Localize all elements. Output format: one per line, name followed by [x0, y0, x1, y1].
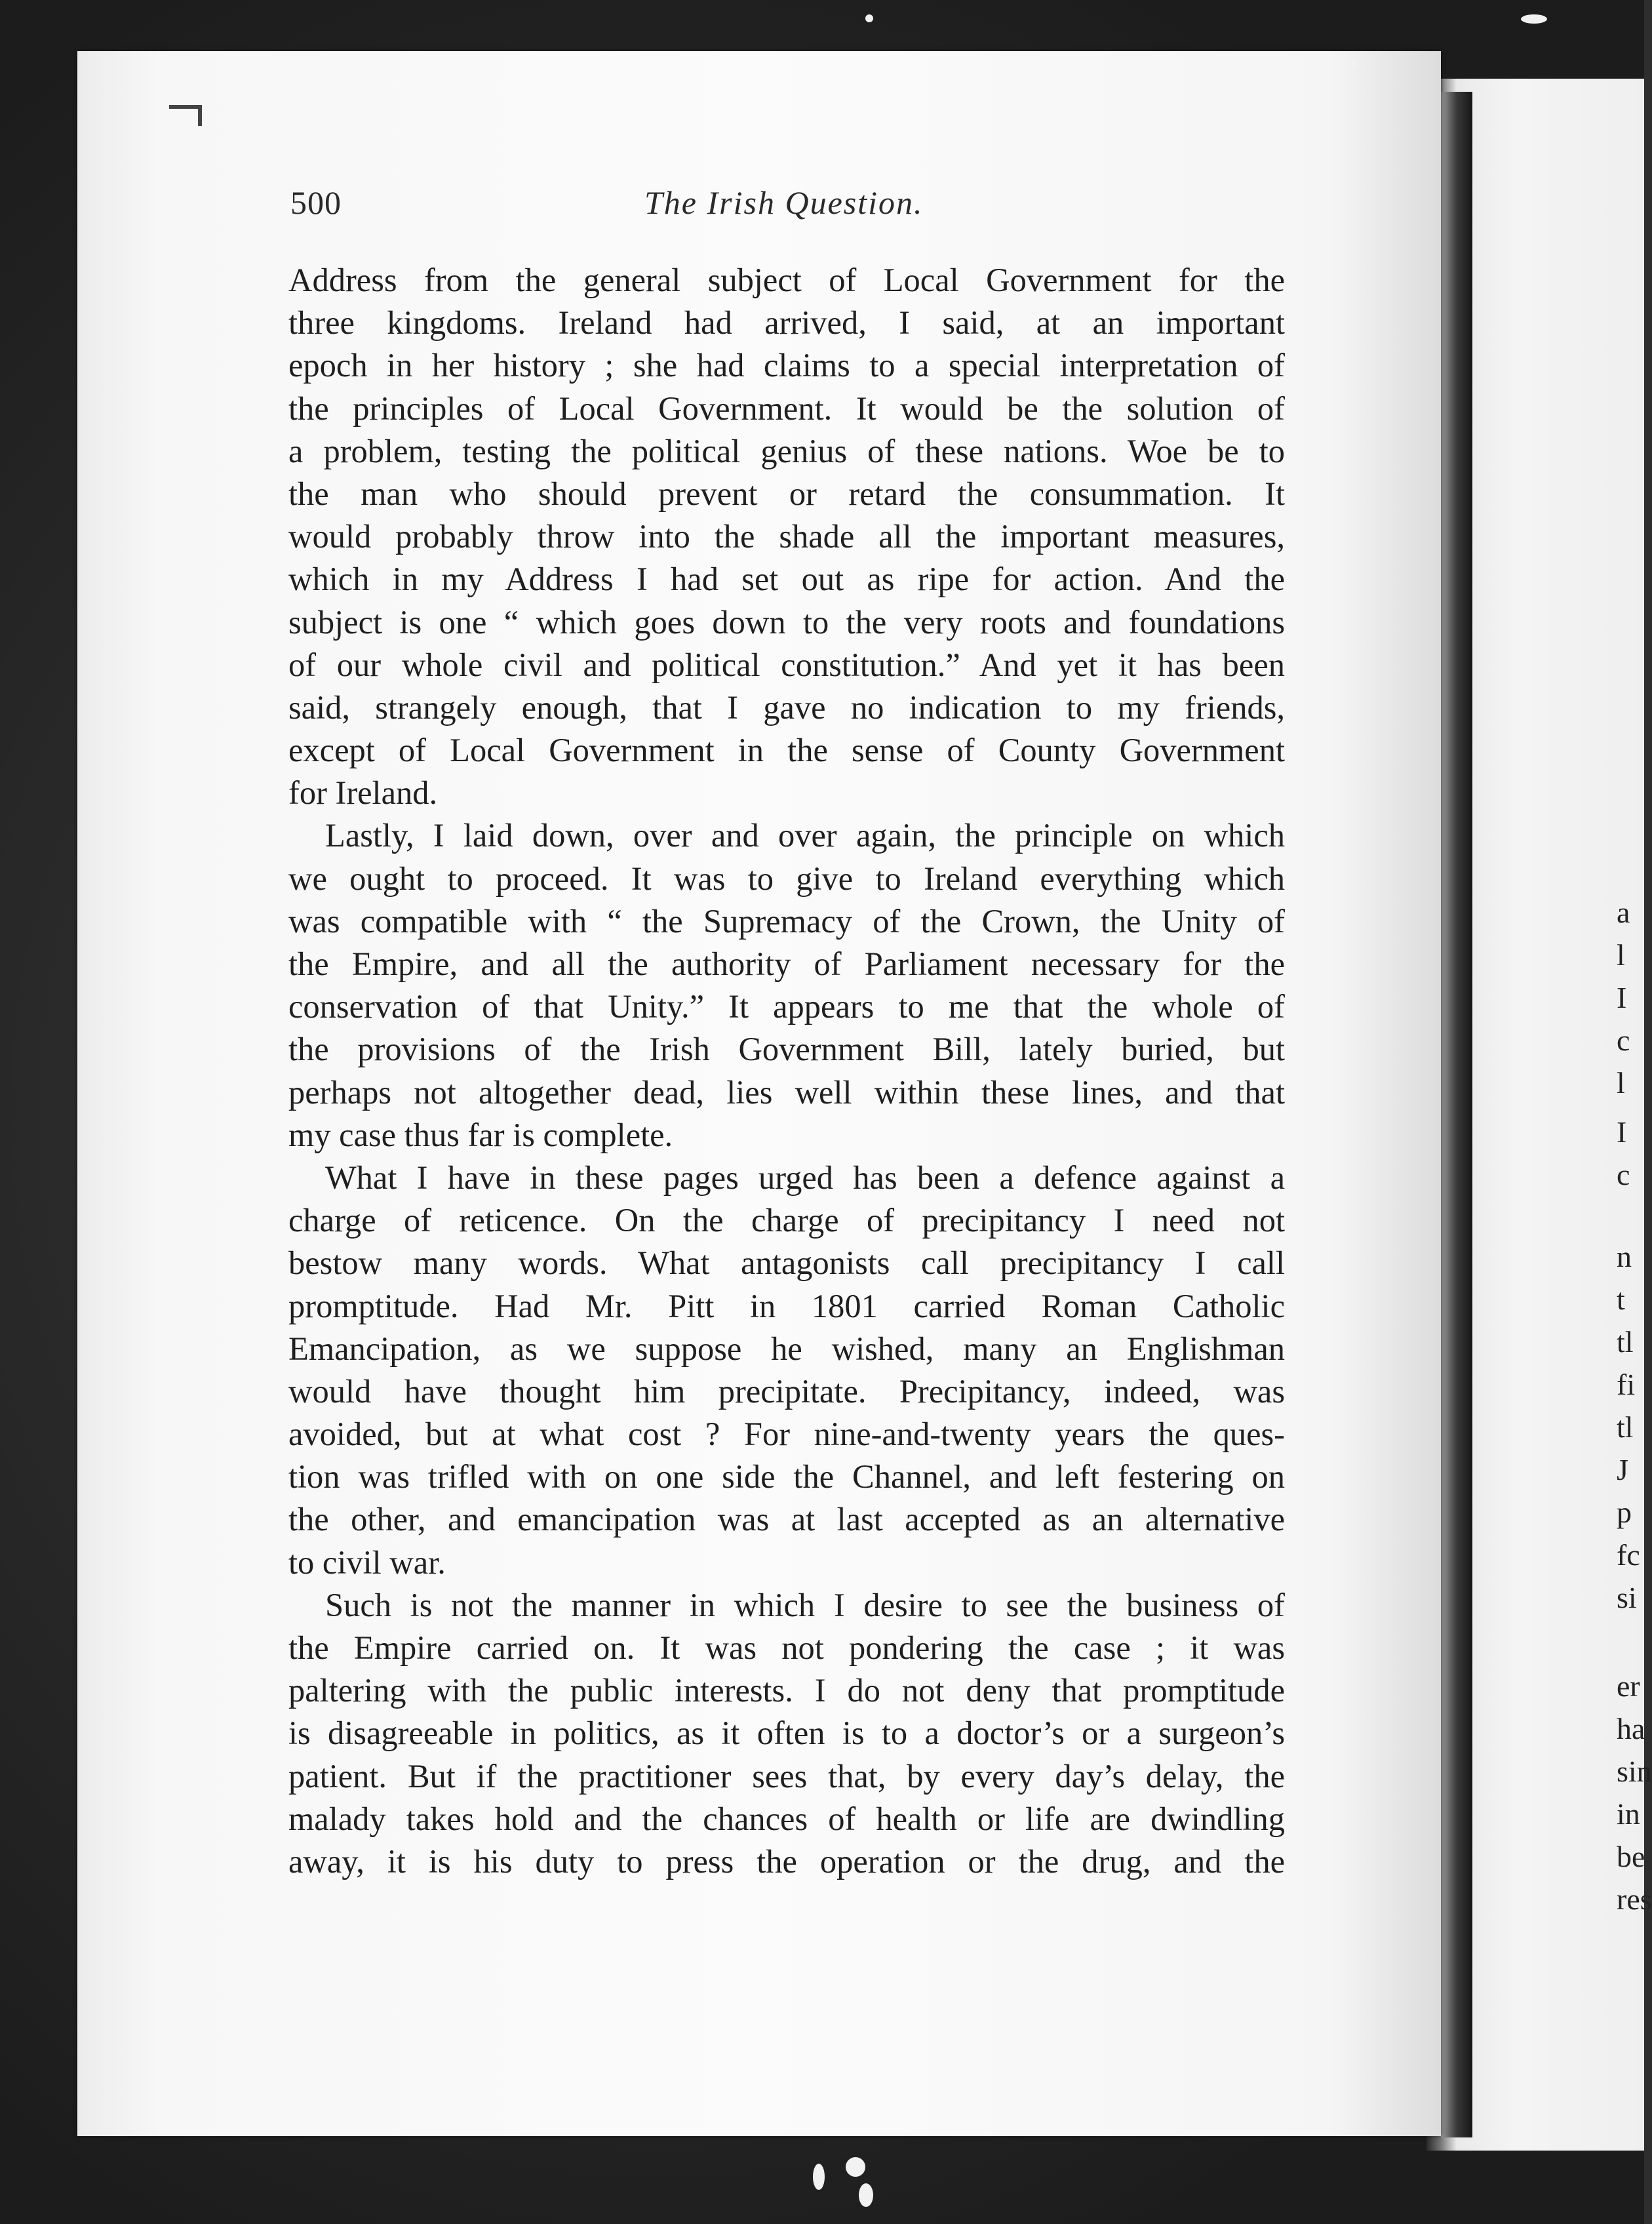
text-line: which in my Address I had set out as ripe for action. And the — [288, 561, 1285, 598]
text-line: would have thought him precipitate. Precipitancy, indeed, was — [288, 1372, 1285, 1410]
text-line: charge of reticence. On the charge of precipitancy I need not — [288, 1202, 1285, 1239]
film-speck — [1521, 14, 1547, 24]
corner-mark — [169, 105, 202, 126]
next-page-fragment: l — [1617, 938, 1625, 972]
text-line: malady takes hold and the chances of health or life are dwindling — [288, 1800, 1285, 1837]
next-page-fragment: t — [1617, 1282, 1625, 1316]
next-page-fragment: p — [1617, 1496, 1632, 1529]
next-page-fragment: sin — [1617, 1755, 1652, 1788]
text-line: the principles of Local Government. It would be the solution of — [288, 389, 1285, 427]
film-speck — [846, 2157, 865, 2177]
text-line: except of Local Government in the sense of County Government — [288, 732, 1285, 769]
next-page-fragment: si — [1617, 1581, 1637, 1614]
next-page-fragment: res — [1617, 1882, 1652, 1916]
text-line: epoch in her history ; she had claims to a special interpretation of — [288, 347, 1285, 384]
running-title: The Irish Question. — [644, 184, 924, 221]
text-line: we ought to proceed. It was to give to Ireland everything which — [288, 860, 1285, 897]
text-line: the other, and emancipation was at last accepted as an alternative — [288, 1501, 1285, 1538]
text-line: would probably throw into the shade all the important measures, — [288, 518, 1285, 555]
next-page-fragment: ha — [1617, 1712, 1645, 1745]
text-line: Address from the general subject of Local Government for the — [288, 262, 1285, 298]
text-line: promptitude. Had Mr. Pitt in 1801 carried Roman Catholic — [288, 1287, 1285, 1324]
page-gutter — [1441, 92, 1472, 2137]
text-line: the man who should prevent or retard the consummation. It — [288, 475, 1285, 512]
page-number: 500 — [290, 184, 342, 221]
next-page-fragment: a — [1617, 896, 1630, 929]
text-line: the provisions of the Irish Government Bill, lately buried, but — [288, 1031, 1285, 1068]
text-line: away, it is his duty to press the operation or the drug, and the — [288, 1842, 1285, 1880]
next-page-fragment: I — [1617, 1115, 1627, 1149]
film-speck — [1350, 60, 1357, 67]
text-line: three kingdoms. Ireland had arrived, I said, at an important — [288, 304, 1285, 342]
text-line: of our whole civil and political constitution.” And yet it has been — [288, 646, 1285, 683]
film-speck — [859, 2183, 873, 2207]
text-line: the Empire carried on. It was not pondering the case ; it was — [288, 1629, 1285, 1666]
text-line: a problem, testing the political genius of these nations. Woe be to — [288, 432, 1285, 469]
text-line: What I have in these pages urged has been a defence against a — [325, 1159, 1285, 1196]
next-page-fragment: tl — [1617, 1325, 1634, 1359]
text-line: subject is one “ which goes down to the very roots and foundations — [288, 603, 1285, 641]
text-line: my case thus far is complete. — [288, 1116, 673, 1153]
next-page-fragment: in — [1617, 1797, 1640, 1831]
next-page-fragment: c — [1617, 1158, 1630, 1191]
next-page-fragment: J — [1617, 1453, 1628, 1486]
text-line: was compatible with “ the Supremacy of the Crown, the Unity of — [288, 902, 1285, 940]
text-line: perhaps not altogether dead, lies well within these lines, and that — [288, 1073, 1285, 1111]
next-page-fragment: fi — [1617, 1368, 1636, 1401]
text-line: said, strangely enough, that I gave no indication to my friends, — [288, 688, 1285, 726]
next-page-fragment: c — [1617, 1023, 1630, 1057]
text-line: patient. But if the practitioner sees that, by every day’s delay, the — [288, 1757, 1285, 1795]
text-line: is disagreeable in politics, as it often is to a doctor’s or a surgeon’s — [288, 1715, 1285, 1752]
text-line: to civil war. — [288, 1543, 446, 1581]
text-line: paltering with the public interests. I do not deny that promptitude — [288, 1672, 1285, 1709]
next-page-fragment: n — [1617, 1240, 1632, 1273]
running-head — [290, 184, 1287, 236]
film-speck — [865, 14, 873, 22]
next-page-fragment: er — [1617, 1669, 1640, 1703]
text-line: bestow many words. What antagonists call precipitancy I call — [288, 1244, 1285, 1282]
next-page-fragment: l — [1617, 1066, 1625, 1100]
next-page-fragment: I — [1617, 981, 1627, 1014]
next-page-fragment: fc — [1617, 1538, 1640, 1572]
text-line: conservation of that Unity.” It appears to me that the whole of — [288, 988, 1285, 1025]
next-page-fragment: be — [1617, 1840, 1645, 1873]
next-page-fragment: tl — [1617, 1410, 1634, 1444]
text-line: Emancipation, as we suppose he wished, many an Englishman — [288, 1330, 1285, 1367]
text-line: the Empire, and all the authority of Parliament necessary for the — [288, 945, 1285, 982]
text-line: for Ireland. — [288, 774, 438, 812]
body-text — [288, 259, 1285, 1883]
text-line: tion was trifled with on one side the Channel, and left festering on — [288, 1458, 1285, 1496]
text-line: Lastly, I laid down, over and over again, the principle on which — [325, 817, 1285, 854]
text-line: Such is not the manner in which I desire to see the business of — [325, 1586, 1285, 1623]
film-speck — [813, 2164, 825, 2190]
text-line: avoided, but at what cost ? For nine-and-twenty years the ques- — [288, 1416, 1285, 1453]
